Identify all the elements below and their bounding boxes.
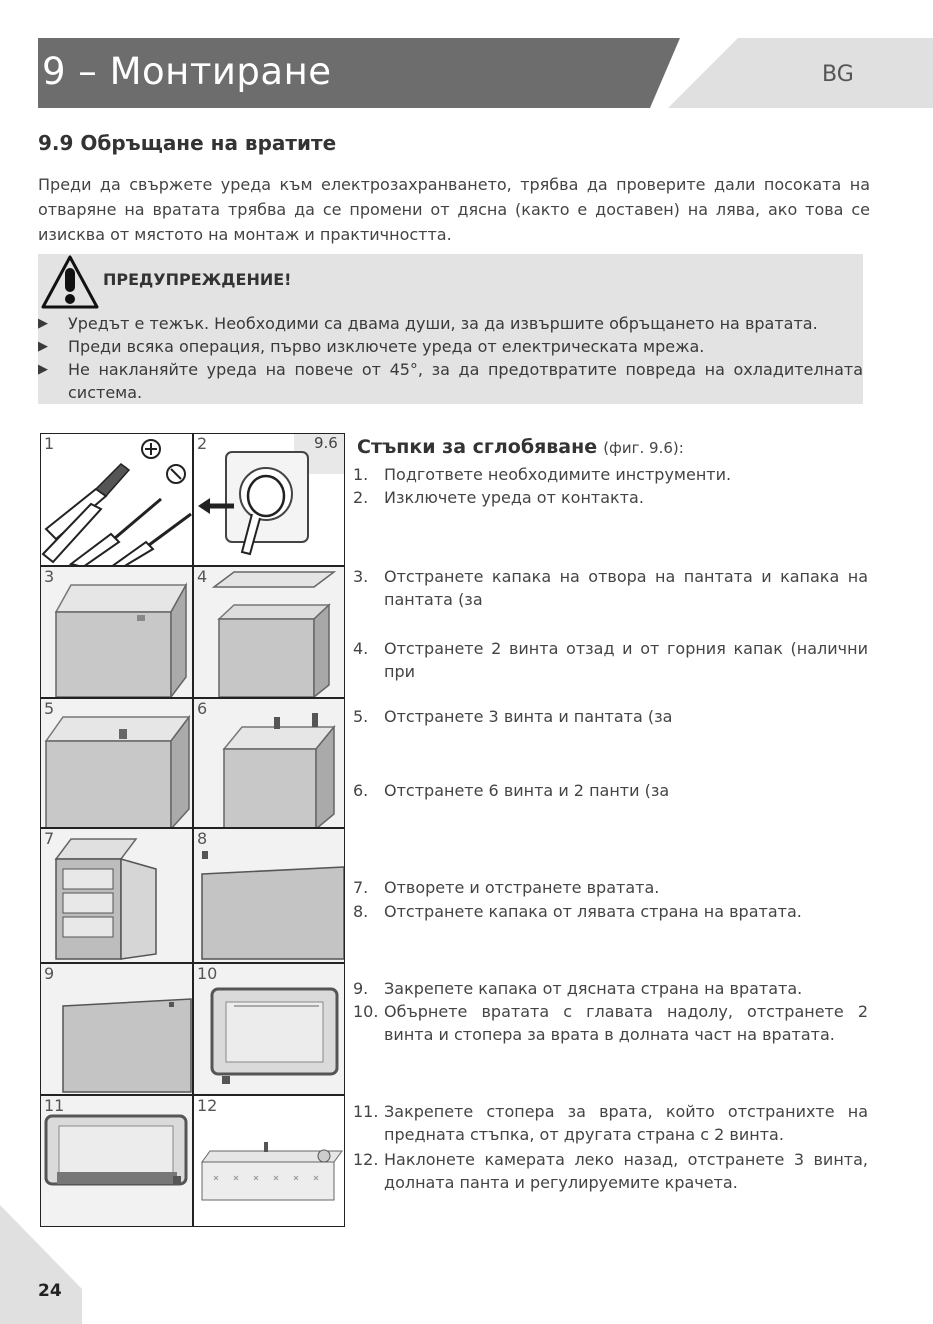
figure-panel-hinge-cover: 3 [40, 566, 193, 698]
figure-reference: (фиг. 9.6): [603, 439, 684, 457]
section-title: 9.9 Обръщане на вратите [38, 131, 337, 155]
appliance-illustration [41, 699, 193, 828]
figure-panel-unplug: 2 [193, 433, 345, 566]
appliance-illustration [194, 567, 345, 698]
arrow-right-icon: ▶ [38, 362, 48, 377]
figure-panel-tools: 1 [40, 433, 193, 566]
figure-panel-open-door: 7 [40, 828, 193, 963]
figure-label: 9.6 [314, 434, 338, 452]
door-illustration [194, 964, 345, 1095]
page-number: 24 [38, 1281, 62, 1301]
arrow-right-icon: ▶ [38, 339, 48, 354]
tools-illustration [41, 434, 193, 566]
door-illustration [194, 829, 345, 963]
page-corner-tab [0, 1205, 90, 1324]
figure-panel-bottom-hinge: 12 [193, 1095, 345, 1227]
door-illustration [41, 964, 193, 1095]
figure-panel-hinge-screws: 5 [40, 698, 193, 828]
figure-grid [40, 433, 345, 1227]
figure-panel-stopper-fix: 11 [40, 1095, 193, 1227]
appliance-illustration [194, 1096, 345, 1227]
figure-panel-fix-cover: 9 [40, 963, 193, 1095]
language-code: BG [822, 62, 854, 87]
appliance-illustration [41, 829, 193, 963]
appliance-illustration [41, 567, 193, 698]
arrow-right-icon: ▶ [38, 316, 48, 331]
plug-illustration [194, 434, 345, 566]
figure-panel-door-stopper: 10 [193, 963, 345, 1095]
figure-panel-door-cover: 8 [193, 828, 345, 963]
warning-title: ПРЕДУПРЕЖДЕНИЕ! [103, 270, 292, 289]
intro-paragraph: Преди да свържете уреда към електрозахранването, трябва да проверите дали посоката на отваряне на вратата трябва да се промени от дясна (както е доставен) на лява, ако това се изисква от мястото на монтаж и практичността. [38, 175, 870, 244]
figure-panel-remove-hinges: 6 [193, 698, 345, 828]
figure-panel-top-cover: 4 [193, 566, 345, 698]
warning-triangle-icon [40, 254, 100, 310]
appliance-illustration [194, 699, 345, 828]
chapter-title: 9 – Монтиране [42, 50, 332, 93]
steps-heading: Стъпки за сглобяване (фиг. 9.6): [357, 436, 684, 458]
